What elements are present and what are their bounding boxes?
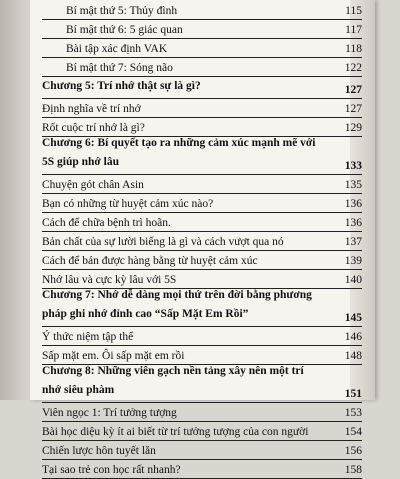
toc-entry-row [42,326,362,346]
toc-page-number: 135 [344,179,362,191]
toc-page-number: 137 [344,236,362,248]
toc-page-number: 127 [344,84,362,96]
toc-entry-title: Chiến lược hôn tuyết lăn [42,445,156,457]
toc-page-number: 136 [344,198,362,210]
toc-entry-title: Bài tập xác định VAK [66,43,168,55]
toc-entry-row [42,38,362,58]
toc-page-number: 133 [344,160,362,172]
toc-page-number: 145 [344,312,362,324]
toc-entry-row [42,440,362,460]
toc-entry-title: Chuyện gót chân Asin [42,179,144,191]
toc-page-number: 117 [345,24,362,36]
toc-entry-title: Sấp mặt em. Ôi sấp mặt em rồi [42,350,185,362]
toc-entry-title: Cách để bán được hàng bằng từ huyệt cảm xúc [42,255,258,267]
toc-page-number: 139 [344,255,362,267]
toc-entry-row [42,212,362,232]
toc-page-number: 153 [344,407,362,419]
toc-entry-row [42,174,362,194]
toc-entry-title: Chương 5: Trí nhớ thật sự là gì? [42,80,201,92]
toc-entry-title: Viên ngọc 1: Trí tưởng tượng [42,407,177,419]
toc-chapter-row [42,364,362,403]
toc-entry-title: Bí mật thứ 7: Sóng não [66,62,173,74]
toc-entry-title: Cách để chữa bệnh trì hoãn. [42,217,171,229]
toc-entry-row [42,98,362,118]
toc-page-number: 127 [344,103,362,115]
toc-entry-title: Tại sao trẻ con học rất nhanh? [42,464,181,476]
toc-entry-title: Rốt cuộc trí nhớ là gì? [42,122,145,134]
toc-entry-title: Bài học diệu kỳ ít ai biết từ trí tưởng tượng của con người [42,426,309,438]
toc-entry-row [42,193,362,213]
toc-entry-title: Chương 6: Bí quyết tạo ra những cảm xúc mạnh mẽ với 5S giúp nhớ lâu [42,137,316,168]
toc-page-number: 148 [344,350,362,362]
toc-chapter-row [42,76,362,99]
toc-chapter-row [42,136,362,175]
toc-entry-title: Ý thức niệm tập thể [42,331,134,343]
toc-chapter-row [42,288,362,327]
toc-page-number: 146 [344,331,362,343]
toc-page-number: 115 [345,5,362,17]
toc-entry-row [42,459,362,479]
toc-page-number: 158 [344,464,362,476]
toc-page-number: 118 [345,43,362,55]
toc-entry-row [42,250,362,270]
toc-entry-title: Nhớ lâu và cực kỳ lâu với 5S [42,274,177,286]
toc-entry-title: Bản chất của sự lười biếng là gì và cách vượt qua nó [42,236,284,248]
toc-page-number: 140 [344,274,362,286]
toc-entry-row [42,19,362,39]
toc-entry-title: Bạn có những từ huyệt cảm xúc nào? [42,198,214,210]
toc-entry-row [42,0,362,20]
toc-entry-title: Định nghĩa về trí nhớ [42,103,141,115]
toc-page-number: 151 [344,388,362,400]
toc-entry-row [42,421,362,441]
book-page [30,0,375,476]
toc-page-number: 129 [344,122,362,134]
toc-entry-row [42,231,362,251]
toc-page-number: 154 [344,426,362,438]
toc-entry-row [42,402,362,422]
toc-page-number: 156 [344,445,362,457]
toc-entry-title: Bí mật thứ 5: Thủy đình [66,5,178,17]
book-gutter [0,0,30,400]
toc-page-number: 122 [344,62,362,74]
toc-entry-row [42,57,362,77]
toc-entry-title: Bí mật thứ 6: 5 giác quan [66,24,183,36]
toc-entry-title: Chương 8: Những viên gạch nền tảng xây nên một trí nhớ siêu phàm [42,365,304,396]
toc-page-number: 136 [344,217,362,229]
toc-entry-title: Chương 7: Nhớ dễ dàng mọi thứ trên đời bằng phương pháp ghi nhớ đỉnh cao “Sấp Mặt Em Rồi” [42,289,312,320]
